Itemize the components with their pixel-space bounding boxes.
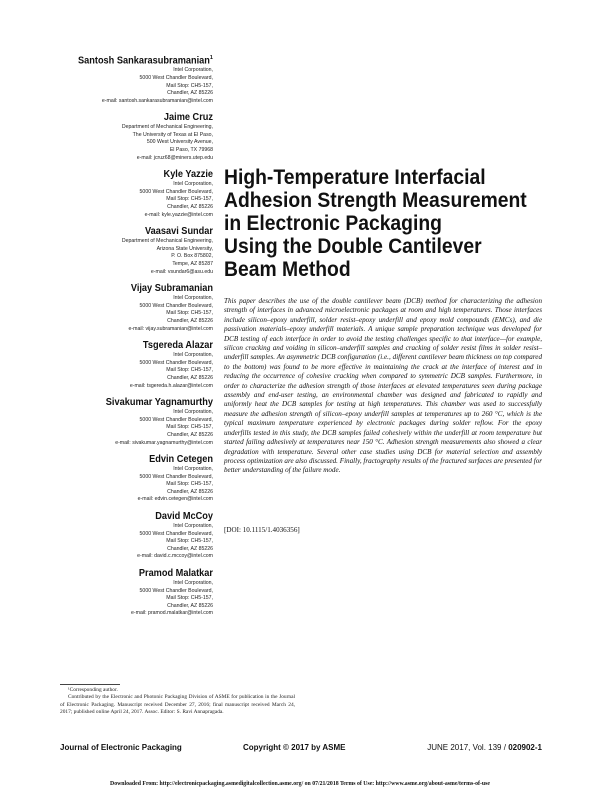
author-city: Chandler, AZ 85226	[167, 488, 213, 495]
author-block	[0, 226, 213, 276]
author-city: Chandler, AZ 85226	[167, 545, 213, 552]
author-block	[0, 169, 213, 219]
author-email[interactable]: e-mail: jcruz68@miners.utep.edu	[136, 154, 213, 161]
title-line: High-Temperature Interfacial	[224, 166, 486, 189]
download-notice: Downloaded From: http://electronicpackaging.asmedigitalcollection.asme.org/ on 07/21/2018 Terms of Use: http://www.asme.org/about-asme/terms-of-use	[110, 781, 490, 787]
author-email[interactable]: e-mail: edvin.cetegen@intel.com	[137, 496, 213, 503]
author-address: The University of Texas at El Paso,	[132, 131, 213, 138]
author-name: Kyle Yazzie	[163, 169, 213, 181]
author-block	[0, 112, 213, 162]
author-mailstop: Mail Stop: CH5-157,	[166, 367, 213, 374]
author-address: 5000 West Chandler Boulevard,	[139, 473, 213, 480]
author-name: Jaime Cruz	[163, 112, 213, 124]
author-mailstop: Mail Stop: CH5-157,	[166, 538, 213, 545]
author-mailstop: Mail Stop: CH5-157,	[166, 424, 213, 431]
author-email[interactable]: e-mail: tsgereda.h.alazar@intel.com	[129, 382, 213, 389]
author-list	[0, 52, 213, 625]
author-affiliation: Intel Corporation,	[173, 295, 213, 302]
doi[interactable]: [DOI: 10.1115/1.4036356]	[224, 526, 300, 534]
author-city: Chandler, AZ 85226	[167, 602, 213, 609]
author-name: Vijay Subramanian	[130, 283, 213, 295]
author-city: Chandler, AZ 85226	[167, 317, 213, 324]
author-email[interactable]: e-mail: sivakumar.yagnamurthy@intel.com	[115, 439, 213, 446]
author-name: David McCoy	[155, 511, 213, 523]
author-email[interactable]: e-mail: pramod.malatkar@intel.com	[131, 610, 213, 617]
author-block	[0, 340, 213, 390]
author-address: Arizona State University,	[156, 245, 213, 252]
author-affiliation: Department of Mechanical Engineering,	[121, 238, 213, 245]
author-block	[0, 52, 213, 105]
footnote-contribution: Contributed by the Electronic and Photonic Packaging Division of ASME for publication in the Journal of Electronic Packaging. Manuscript received December 27, 2016; final manuscript received March 24, 2017; published online April 24, 2017. Assoc. Editor: S. Ravi Annapragada.	[60, 694, 295, 716]
author-address: 5000 West Chandler Boulevard,	[139, 188, 213, 195]
author-name: Santosh Sankarasubramanian$^1$	[78, 55, 213, 67]
author-name: Edvin Cetegen	[149, 454, 213, 466]
author-block	[0, 568, 213, 618]
author-city: Tempe, AZ 85287	[172, 261, 213, 268]
author-name: Vaasavi Sundar	[144, 226, 213, 238]
title-line: Using the Double Cantilever	[224, 235, 482, 258]
author-affiliation: Department of Mechanical Engineering,	[121, 124, 213, 131]
paper-title	[224, 166, 537, 281]
issue-info	[427, 743, 542, 752]
author-mailstop: Mail Stop: CH5-157,	[166, 481, 213, 488]
author-city: El Paso, TX 79968	[169, 147, 213, 154]
author-affiliation: Intel Corporation,	[173, 580, 213, 587]
author-city: Chandler, AZ 85226	[167, 90, 213, 97]
author-affiliation: Intel Corporation,	[173, 466, 213, 473]
issue-date: JUNE 2017, Vol. 139 /	[427, 743, 506, 752]
author-email[interactable]: e-mail: david.c.mccoy@intel.com	[137, 553, 213, 560]
abstract: This paper describes the use of the double cantilever beam (DCB) method for characterizing the adhesion strength of interfaces in advanced microelectronic packages at room and high temperatures. Those interfaces include silicon–epoxy underfill, solder resist–epoxy underfill and epoxy mold compounds (EMCs), and die passivation materials–epoxy underfill materials. A unique sample preparation technique was developed for DCB testing of each interface in order to avoid the testing challenges specific to that interface—for example, silicon cracking and voiding in silicon–underfill samples and cracking of solder resist films in solder resist–underfill samples. An asymmetric DCB configuration (i.e., different cantilever beam thickness on top compared to the bottom) was found to be more effective in maintaining the crack at the interface of interest and in reducing the occurrence of cohesive cracking when compared to symmetric DCB samples. Furthermore, in order to characterize the adhesion strength of those interfaces at elevated temperatures seen during package assembly and end-user testing, an environmental chamber was designed and fabricated to rapidly and uniformly heat the DCB samples for testing at high temperatures. This chamber was used to successfully measure the adhesion strength of silicon–epoxy underfill samples at temperatures up to 260 °C, which is the typical maximum temperature experienced by electronic packages during solder reflow. For the epoxy underfills tested in this study, the DCB samples failed cohesively within the underfill at room temperature but started failing adhesively at temperatures near 150 °C. Adhesion strength measurements also showed a clear degradation with temperature. Several other case studies using DCB for material selection and assembly process optimization are also discussed. Finally, fractography results of the fractured surfaces are presented for better understanding of the failure mode.	[224, 297, 543, 475]
author-affiliation: Intel Corporation,	[173, 67, 213, 74]
author-mailstop: Mail Stop: CH5-157,	[166, 595, 213, 602]
author-mailstop: Mail Stop: CH5-157,	[166, 196, 213, 203]
author-name: Sivakumar Yagnamurthy	[105, 397, 213, 409]
footnote-divider	[60, 684, 120, 685]
author-affiliation: Intel Corporation,	[173, 352, 213, 359]
author-mailstop: P. O. Box 875802,	[171, 253, 213, 260]
copyright: Copyright © 2017 by ASME	[243, 743, 346, 752]
title-line: in Electronic Packaging	[224, 212, 442, 235]
author-address: 5000 West Chandler Boulevard,	[139, 302, 213, 309]
author-mailstop: Mail Stop: CH5-157,	[166, 310, 213, 317]
author-email[interactable]: e-mail: vijay.subramanian@intel.com	[128, 325, 213, 332]
author-block	[0, 511, 213, 561]
author-mailstop: 500 West University Avenue,	[146, 139, 213, 146]
author-mailstop: Mail Stop: CH5-157,	[166, 82, 213, 89]
author-name: Tsgereda Alazar	[142, 340, 213, 352]
title-line: Adhesion Strength Measurement	[224, 189, 527, 212]
author-city: Chandler, AZ 85226	[167, 374, 213, 381]
author-address: 5000 West Chandler Boulevard,	[139, 359, 213, 366]
author-email[interactable]: e-mail: vsundar6@asu.edu	[150, 268, 213, 275]
author-email[interactable]: e-mail: kyle.yazzie@intel.com	[144, 211, 213, 218]
title-line: Beam Method	[224, 258, 351, 281]
page-number: 020902-1	[508, 743, 542, 752]
author-block	[0, 283, 213, 333]
author-address: 5000 West Chandler Boulevard,	[139, 74, 213, 81]
author-block	[0, 454, 213, 504]
author-name: Pramod Malatkar	[138, 568, 213, 580]
author-affiliation: Intel Corporation,	[173, 409, 213, 416]
author-city: Chandler, AZ 85226	[167, 204, 213, 211]
journal-name: Journal of Electronic Packaging	[60, 743, 182, 752]
author-address: 5000 West Chandler Boulevard,	[139, 530, 213, 537]
author-city: Chandler, AZ 85226	[167, 431, 213, 438]
author-affiliation: Intel Corporation,	[173, 181, 213, 188]
author-block	[0, 397, 213, 447]
footnote-corresponding: ¹Corresponding author.	[68, 687, 118, 693]
author-address: 5000 West Chandler Boulevard,	[139, 587, 213, 594]
author-email[interactable]: e-mail: santosh.sankarasubramanian@intel.com	[101, 97, 213, 104]
author-affiliation: Intel Corporation,	[173, 523, 213, 530]
footnotes	[60, 687, 295, 717]
author-address: 5000 West Chandler Boulevard,	[139, 416, 213, 423]
